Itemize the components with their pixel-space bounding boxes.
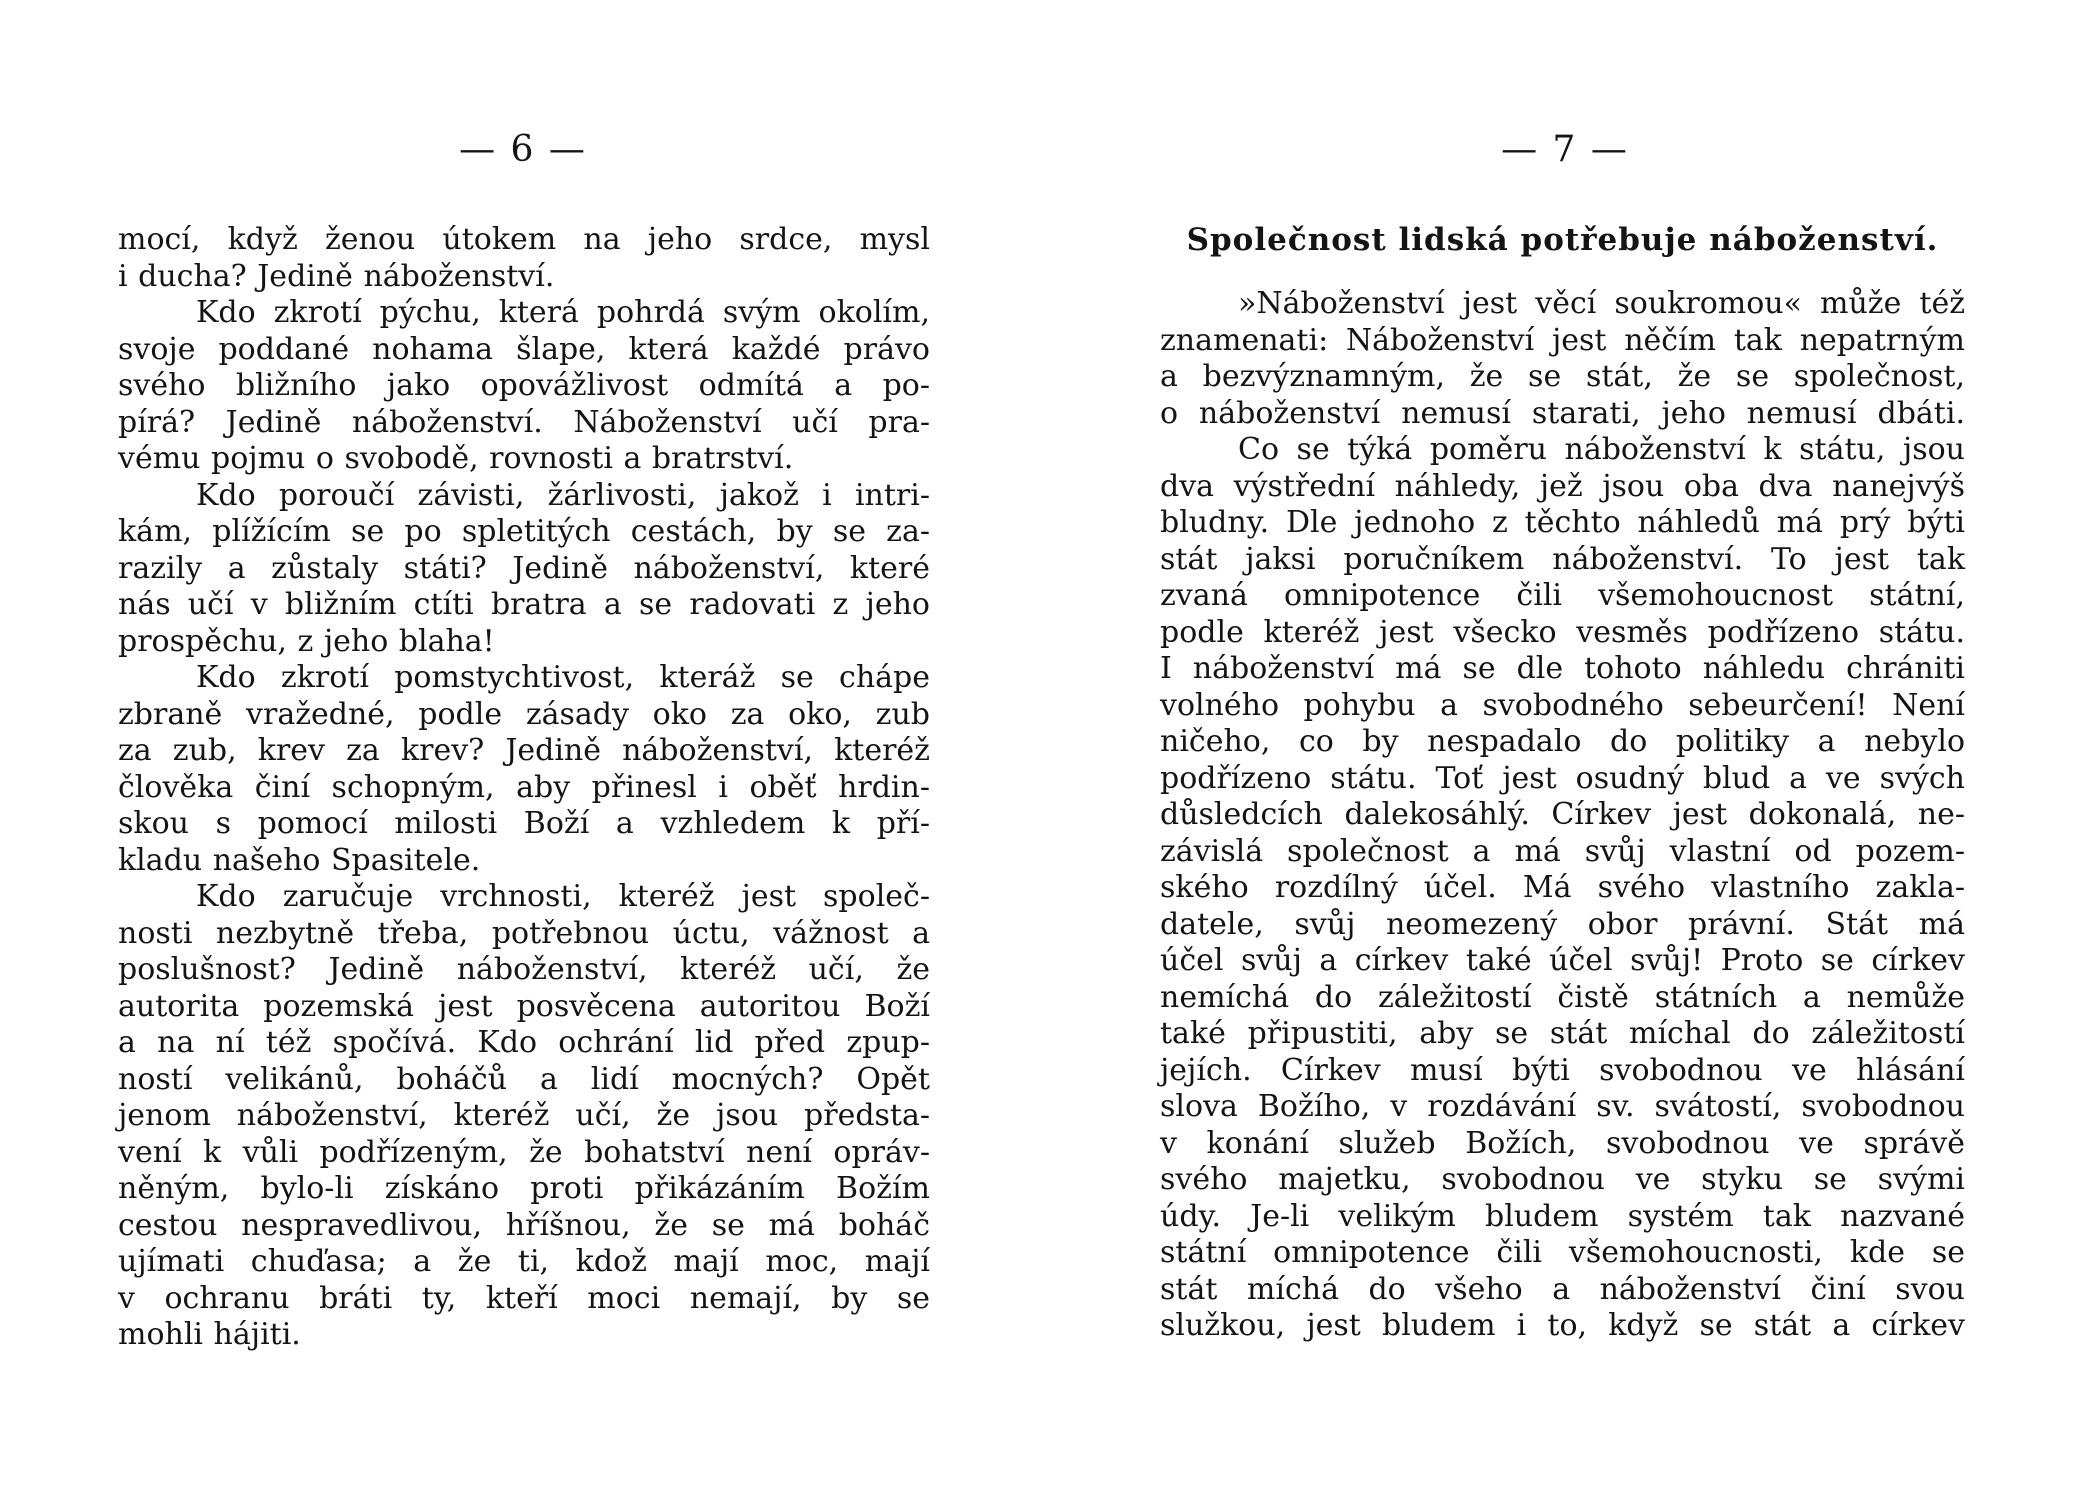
text-line: autorita pozemská jest posvěcena autoritou Boží [118,988,930,1024]
text-line: ského rozdílný účel. Má svého vlastního zakla- [1160,870,1965,905]
text-line: pírá? Jedině náboženství. Náboženství učí pra- [118,404,930,440]
section-heading: Společnost lidská potřebuje náboženství. [1186,222,1939,258]
text-line: člověka činí schopným, aby přinesl i oběť hrdin- [118,769,930,805]
text-line: v ochranu bráti ty, kteří moci nemají, by se [118,1280,930,1316]
text-line: poslušnost? Jedině náboženství, kteréž učí, že [118,952,930,987]
text-line: zbraně vražedné, podle zásady oko za oko, zub [118,696,930,732]
text-line: Kdo poroučí závisti, žárlivosti, jakož i intri- [196,477,930,513]
text-line: a na ní též spočívá. Kdo ochrání lid před zpup- [118,1025,930,1060]
text-line: Kdo zkrotí pýchu, která pohrdá svým okolím, [196,295,930,330]
text-line: Kdo zkrotí pomstychtivost, kteráž se chápe [196,660,930,695]
text-line: znamenati: Náboženství jest něčím tak nepatrným [1160,322,1965,358]
text-line: vení k vůli podřízeným, že bohatství není opráv- [118,1134,930,1170]
text-line: »Náboženství jest věcí soukromou« může též [1238,286,1965,321]
text-line: za zub, krev za krev? Jedině náboženství, kteréž [118,733,930,768]
text-line: údy. Je-li velikým bludem systém tak nazvané [1160,1198,1965,1234]
text-line: účel svůj a církev také účel svůj! Proto se církev [1160,943,1965,978]
text-line: ničeho, co by nespadalo do politiky a nebylo [1160,724,1965,759]
text-line: I náboženství má se dle tohoto náhledu chrániti [1160,651,1965,686]
page-text [118,222,930,1354]
text-line: a bezvýznamným, že se stát, že se společnost, [1160,359,1965,394]
text-line: cestou nespravedlivou, hříšnou, že se má boháč [118,1207,930,1243]
page-number: — 7 — [1501,129,1629,170]
text-line: skou s pomocí milosti Boží a vzhledem k pří- [118,806,930,841]
text-line: svoje poddané nohama šlape, která každé právo [118,331,930,367]
text-line: důsledcích dalekosáhlý. Církev jest dokonalá, ne- [1160,797,1965,832]
text-line: slova Božího, v rozdávání sv. svátostí, svobodnou [1160,1089,1965,1124]
text-line: závislá společnost a má svůj vlastní od pozem- [1160,833,1965,869]
text-line: Co se týká poměru náboženství k státu, jsou [1238,432,1965,467]
text-line: mohli hájiti. [118,1317,301,1352]
text-line: o náboženství nemusí starati, jeho nemusí dbáti. [1160,395,1965,431]
text-line: bludny. Dle jednoho z těchto náhledů má prý býti [1160,505,1965,540]
text-line: kám, plížícím se po spletitých cestách, by se za- [118,514,930,549]
text-line: ností velikánů, boháčů a lidí mocných? Opět [118,1061,930,1097]
text-line: stát jaksi poručníkem náboženství. To jest tak [1160,541,1965,577]
text-line: nemíchá do záležitostí čistě státních a nemůže [1160,979,1965,1015]
text-line: zvaná omnipotence čili všemohoucnost státní, [1160,578,1965,613]
text-line: datele, svůj neomezený obor právní. Stát má [1160,906,1965,942]
text-line: jejích. Církev musí býti svobodnou ve hlásání [1160,1052,1965,1088]
page-number: — 6 — [459,129,587,170]
left-page [118,0,930,1501]
text-line: podřízeno státu. Toť jest osudný blud a ve svých [1160,760,1965,796]
text-line: Kdo zaručuje vrchnosti, kteréž jest společ- [196,879,930,914]
text-line: státní omnipotence čili všemohoucnosti, kde se [1160,1235,1965,1270]
text-line: dva výstřední náhledy, jež jsou oba dva nanejvýš [1160,468,1965,504]
text-line: nosti nezbytně třeba, potřebnou úctu, vážnost a [118,915,930,951]
text-line: také připustiti, aby se stát míchal do záležitostí [1160,1016,1965,1051]
text-line: volného pohybu a svobodného sebeurčení! Není [1160,687,1965,723]
page-text [1160,286,1965,1345]
text-line: i ducha? Jedině náboženství. [118,258,555,294]
text-line: razily a zůstaly státi? Jedině náboženství, které [118,550,930,586]
text-line: podle kteréž jest všecko vesměs podřízeno státu. [1160,614,1965,650]
text-line: svého majetku, svobodnou ve styku se svými [1160,1162,1965,1197]
text-line: jenom náboženství, kteréž učí, že jsou předsta- [118,1098,930,1133]
text-line: kladu našeho Spasitele. [118,842,481,878]
text-line: něným, bylo-li získáno proti přikázáním Božím [118,1171,930,1206]
text-line: ujímati chuďasa; a že ti, kdož mají moc, mají [118,1244,930,1279]
text-line: svého bližního jako opovážlivost odmítá a po- [118,368,930,403]
right-page [1160,0,1965,1501]
text-line: prospěchu, z jeho blaha! [118,623,495,659]
text-line: nás učí v bližním ctíti bratra a se radovati z jeho [118,587,930,622]
text-line: mocí, když ženou útokem na jeho srdce, mysl [118,222,930,257]
text-line: služkou, jest bludem i to, když se stát a církev [1160,1308,1965,1343]
text-line: vému pojmu o svobodě, rovnosti a bratrství. [118,441,794,476]
text-line: stát míchá do všeho a náboženství činí svou [1160,1271,1965,1307]
text-line: v konání služeb Božích, svobodnou ve správě [1160,1125,1965,1161]
